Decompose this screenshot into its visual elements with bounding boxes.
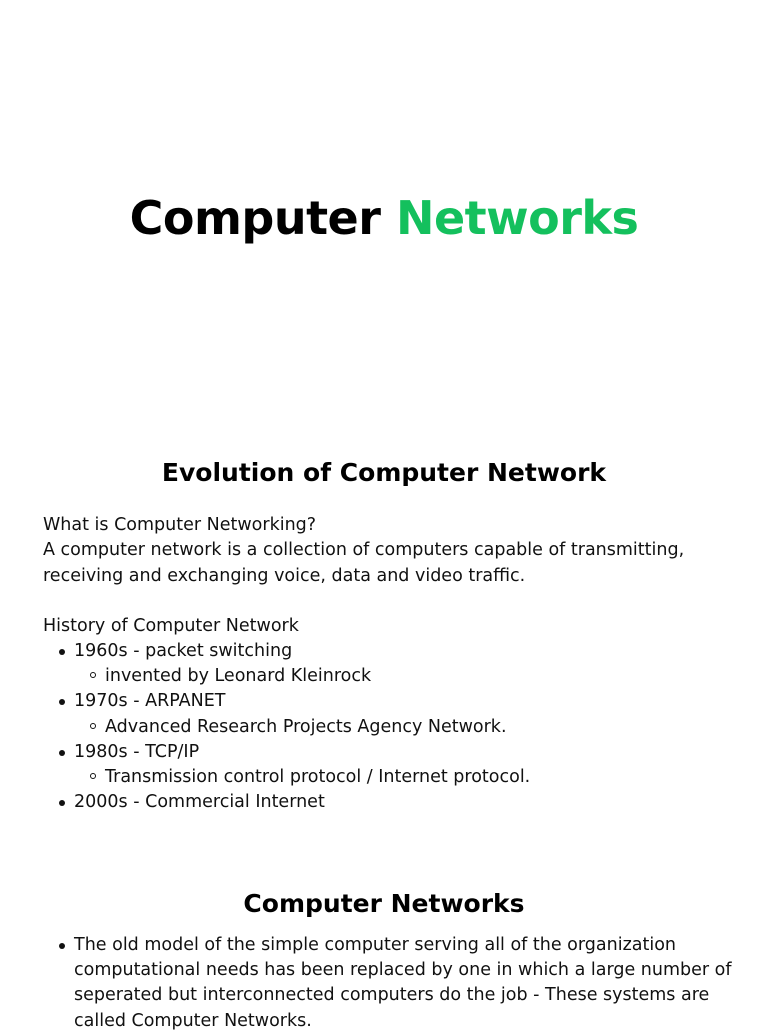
history-sub-item: Transmission control protocol / Internet protocol. (74, 765, 733, 790)
networking-question: What is Computer Networking? (43, 515, 317, 535)
cover-title (0, 188, 768, 248)
networks-bullet: The old model of the simple computer serving all of the organization computational needs has been replaced by one in which a large number of seperated but interconnected computers do the job - These systems are called Computer Networks. (43, 933, 733, 1034)
evolution-heading: Evolution of Computer Network (161, 458, 607, 487)
history-sub-item: invented by Leonard Kleinrock (74, 664, 733, 689)
history-item-label: 1960s - packet switching (74, 641, 293, 661)
history-item (43, 639, 733, 689)
history-sub-list (74, 765, 733, 790)
history-item-label: 1980s - TCP/IP (74, 741, 200, 762)
history-label: History of Computer Network (43, 616, 299, 636)
cover-title-part1: Computer (129, 191, 381, 245)
history-sub-item: Advanced Research Projects Agency Network. (74, 715, 733, 740)
history-item (43, 740, 733, 790)
networking-definition: A computer network is a collection of computers capable of transmitting, receiving and exchanging voice, data and video traffic. (43, 540, 685, 586)
cover-title-accent: Networks (395, 191, 639, 245)
history-sub-list (74, 715, 733, 740)
history-item (43, 790, 733, 815)
history-sub-list (74, 664, 733, 689)
history-list (43, 639, 733, 815)
history-item-label: 2000s - Commercial Internet (74, 792, 325, 813)
networks-heading: Computer Networks (243, 889, 525, 918)
networks-list (43, 933, 733, 1034)
history-item-label: 1970s - ARPANET (74, 691, 226, 712)
history-item (43, 689, 733, 739)
intro-block (43, 513, 733, 589)
